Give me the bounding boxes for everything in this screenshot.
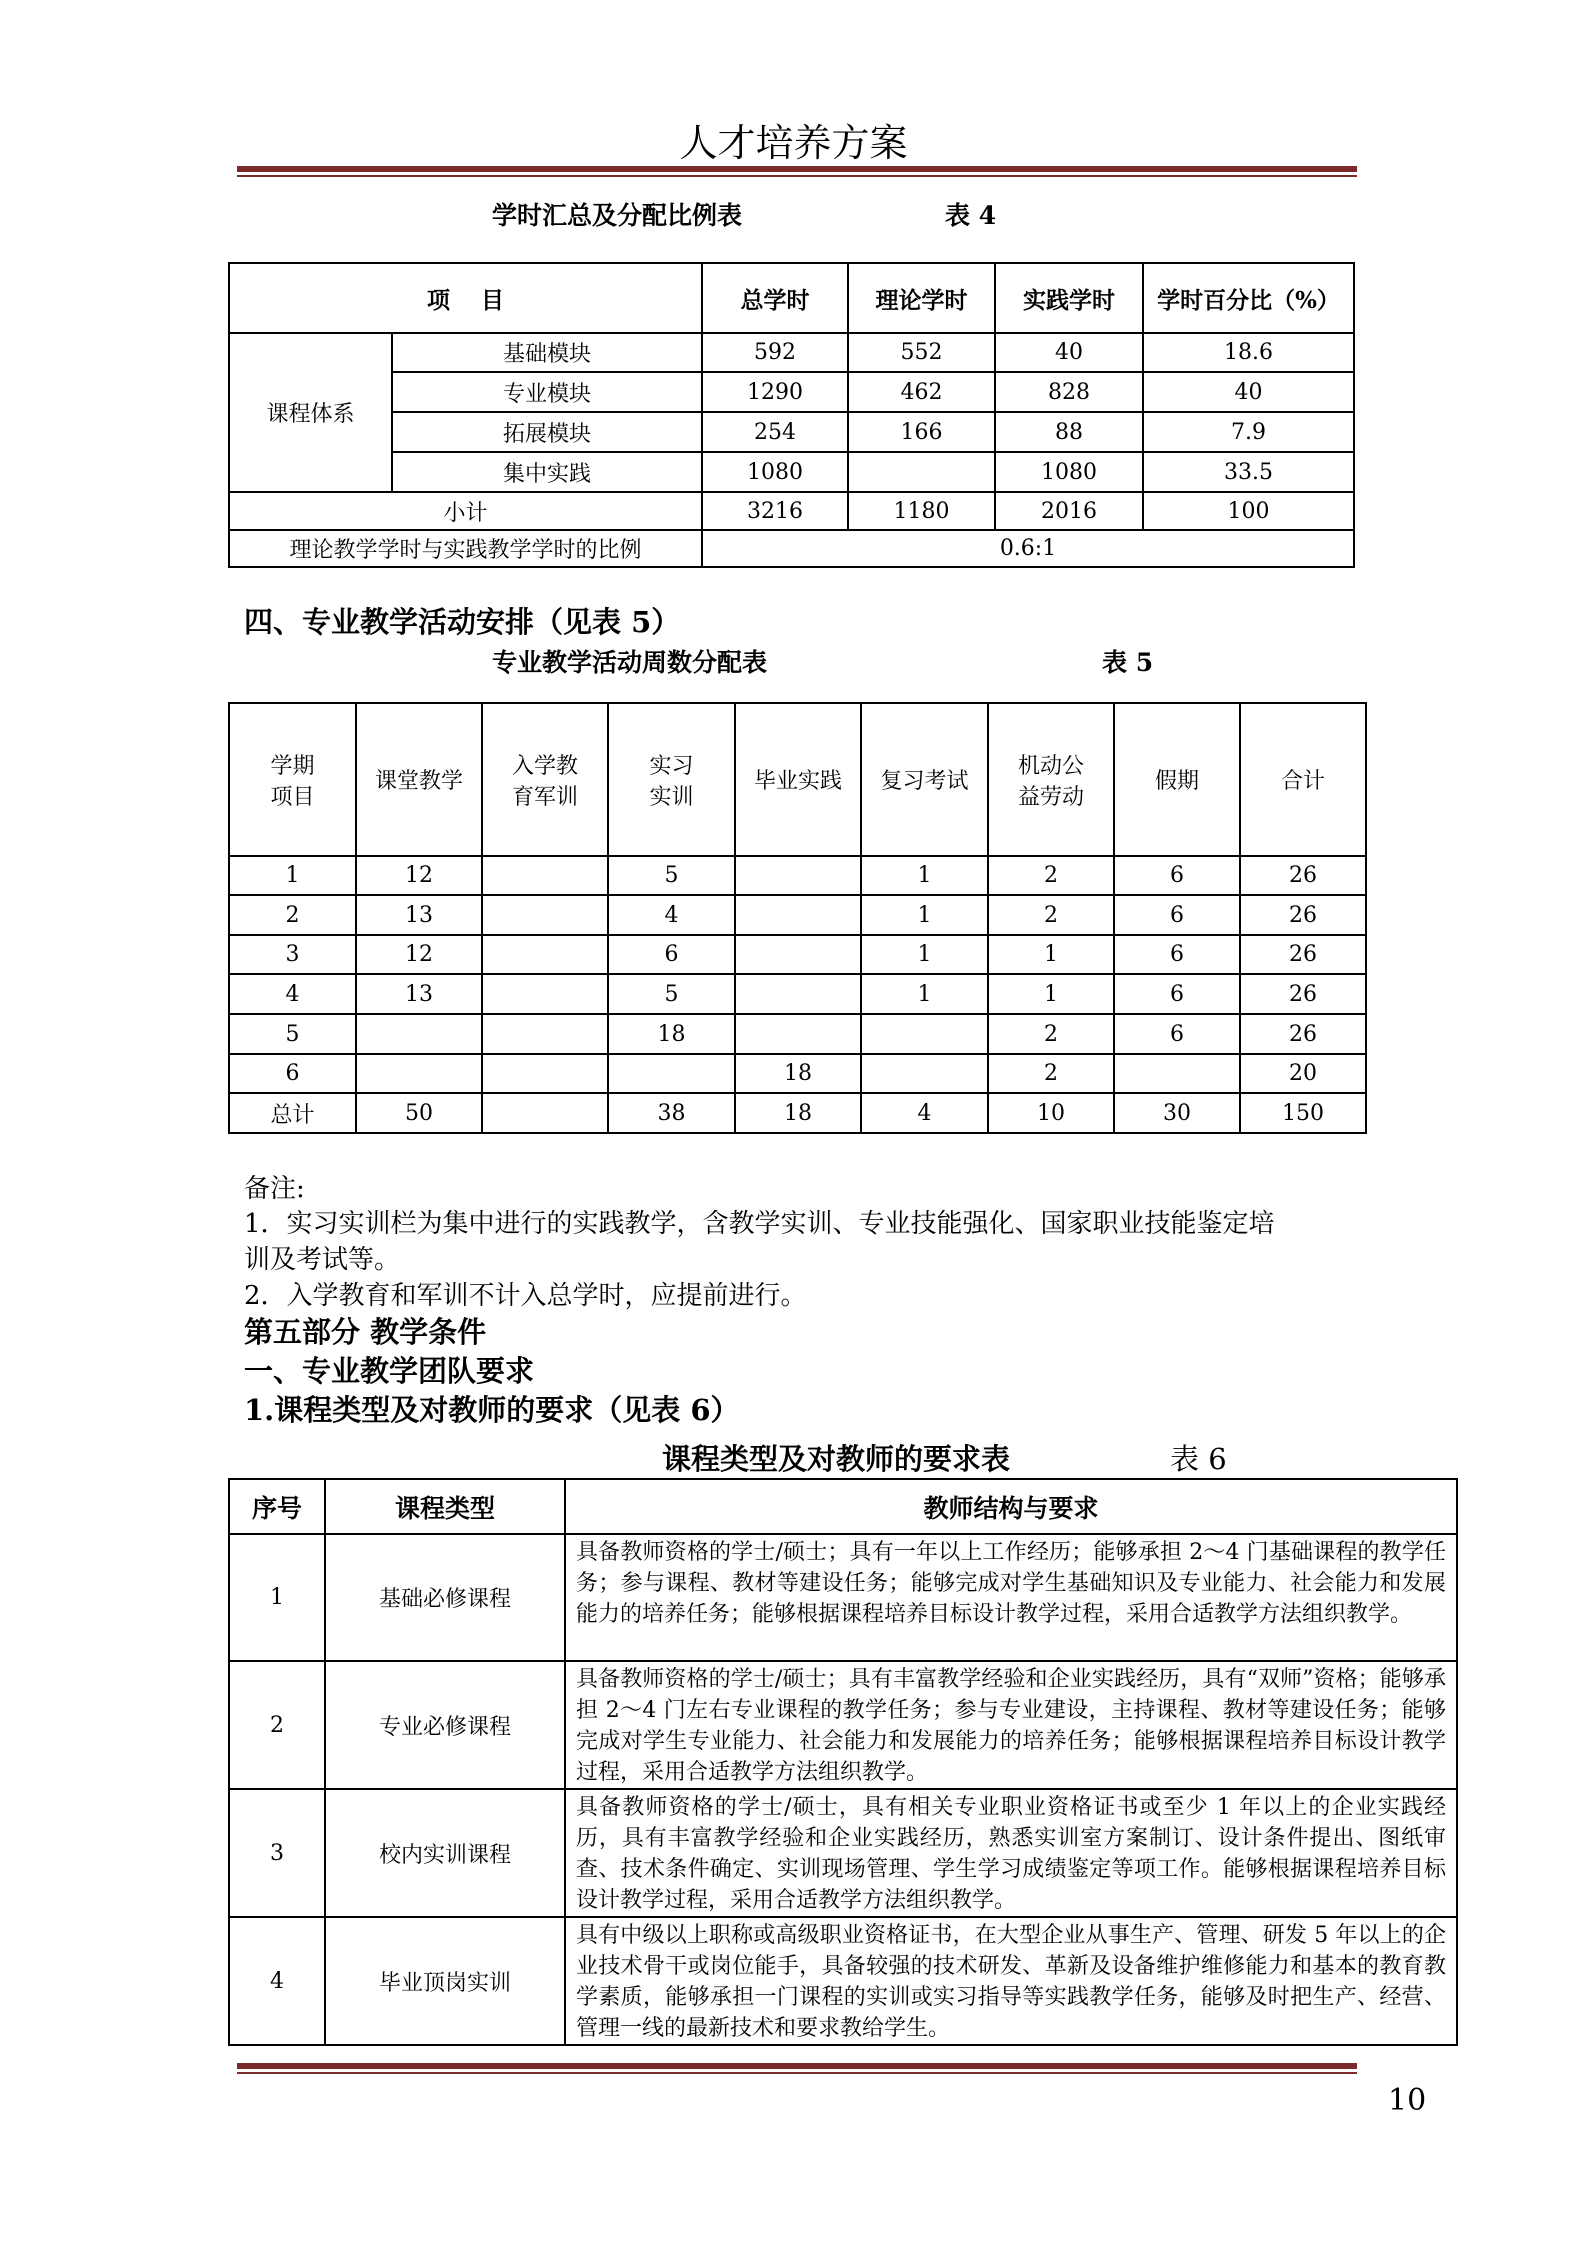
table5-cell: 2: [988, 1014, 1114, 1054]
table5-cell: 4: [861, 1093, 988, 1133]
table5-cell: 2: [988, 895, 1114, 935]
table5-cell: 10: [988, 1093, 1114, 1133]
table-row: [229, 492, 1354, 530]
table-row: [229, 452, 1354, 492]
part5-sub2: 1.课程类型及对教师的要求（见表 6）: [244, 1393, 740, 1427]
table5-cell: [735, 974, 861, 1014]
table5-header-graduation: [735, 703, 861, 856]
table-row: [229, 1917, 1457, 2045]
table5-cell: [482, 1054, 608, 1093]
table5-header-line: 课堂教学: [374, 769, 463, 794]
table5-cell: 6: [1114, 856, 1240, 895]
page-header-title: 人才培养方案: [679, 121, 908, 165]
table5-cell: [608, 1054, 735, 1093]
table5-cell: 4: [229, 974, 356, 1014]
table6-cell-req: 具备教师资格的学士/硕士；具有一年以上工作经历；能够承担 2～4 门基础课程的教学任务；参与课程、教材等建设任务；能够完成对学生基础知识及专业能力、社会能力和发展能力的培养任务；能够根据课程培养目标设计教学过程，采用合适教学方法组织教学。: [565, 1534, 1457, 1661]
table5-cell: [482, 856, 608, 895]
table4-header-theory: 理论学时: [848, 263, 995, 333]
table4-cell: 7.9: [1143, 412, 1354, 452]
table6-header-no: 序号: [229, 1479, 325, 1534]
table-row: [229, 1534, 1457, 1661]
header-rule-thin: [237, 175, 1357, 177]
table6-cell-req: 具有中级以上职称或高级职业资格证书，在大型企业从事生产、管理、研发 5 年以上的企业技术骨干或岗位能手，具备较强的技术研发、革新及设备维护维修能力和基本的教育教学素质，能够承担一门课程的实训或实习指导等实践教学任务，能够及时把生产、经营、管理一线的最新技术和要求教给学生。: [565, 1917, 1457, 2045]
notes-line: 2．入学教育和军训不计入总学时，应提前进行。: [244, 1281, 807, 1311]
table4-cell: 专业模块: [392, 372, 702, 412]
table5-header-internship: [608, 703, 735, 856]
table5-cell: 1: [229, 856, 356, 895]
table4-header-total: 总学时: [702, 263, 848, 333]
table5-header-line: 机动公: [1017, 753, 1084, 779]
section4-heading: 四、专业教学活动安排（见表 5）: [244, 605, 681, 639]
table5-cell: 6: [1114, 935, 1240, 974]
table-row: [229, 1789, 1457, 1917]
table6-header-type: 课程类型: [325, 1479, 565, 1534]
table6-cell-req: 具备教师资格的学士/硕士，具有相关专业职业资格证书或至少 1 年以上的企业实践经历，具有丰富教学经验和企业实践经历，熟悉实训室方案制订、设计条件提出、图纸审查、技术条件确定、实训现场管理、学生学习成绩鉴定等项工作。能够根据课程培养目标设计教学过程，采用合适教学方法组织教学。: [565, 1789, 1457, 1917]
table4-cell: 基础模块: [392, 333, 702, 372]
table5-cell: 18: [608, 1014, 735, 1054]
table5-cell: [482, 1014, 608, 1054]
table-row: [229, 372, 1354, 412]
table5-cell: 1: [861, 856, 988, 895]
table5-cell: 1: [861, 895, 988, 935]
table5-cell: 26: [1240, 974, 1366, 1014]
table5-cell: 1: [861, 974, 988, 1014]
table5-cell: 6: [1114, 895, 1240, 935]
table-row: [229, 1014, 1366, 1054]
table5-header-line: 学期: [270, 753, 315, 779]
table-row: [229, 1661, 1457, 1789]
table5-header-classroom: [356, 703, 482, 856]
table5-cell: 2: [988, 1054, 1114, 1093]
table-row: [229, 1054, 1366, 1093]
table5-cell: 2: [988, 856, 1114, 895]
table5-cell: 26: [1240, 895, 1366, 935]
table4-cell: 1080: [995, 452, 1143, 492]
table4-cell: 88: [995, 412, 1143, 452]
table-row: [229, 333, 1354, 372]
table5-cell: 总计: [229, 1093, 356, 1133]
table5-cell: 6: [1114, 974, 1240, 1014]
table4-cell: 33.5: [1143, 452, 1354, 492]
table4-cell: 592: [702, 333, 848, 372]
table5-cell: 1: [988, 935, 1114, 974]
table6-header-req: 教师结构与要求: [565, 1479, 1457, 1534]
table4-cell: 2016: [995, 492, 1143, 530]
table-row: [229, 935, 1366, 974]
table5-cell: 18: [735, 1093, 861, 1133]
table4-caption: 学时汇总及分配比例表: [492, 201, 743, 230]
table5-cell: 26: [1240, 1014, 1366, 1054]
table5-cell: [1114, 1054, 1240, 1093]
notes-line: 1．实习实训栏为集中进行的实践教学，含教学实训、专业技能强化、国家职业技能鉴定培: [244, 1209, 1275, 1239]
part5-sub1: 一、专业教学团队要求: [244, 1354, 535, 1388]
table4-cell: 1080: [702, 452, 848, 492]
table4-ratio-value: 0.6:1: [702, 530, 1354, 567]
table5-header-line: 复习考试: [880, 769, 969, 794]
table4-cell: 40: [1143, 372, 1354, 412]
table6-label: 表 6: [1170, 1442, 1227, 1476]
table5-cell: [735, 1014, 861, 1054]
table5-header-line: 合计: [1280, 769, 1325, 794]
table4-cell: 254: [702, 412, 848, 452]
table4: [228, 262, 1355, 568]
table5-label: 表 5: [1102, 648, 1154, 677]
table5-header-term: [229, 703, 356, 856]
table5-cell: 12: [356, 935, 482, 974]
table5-cell: 13: [356, 895, 482, 935]
table5-header-line: 益劳动: [1017, 784, 1084, 810]
table4-cell: 552: [848, 333, 995, 372]
table5-cell: 26: [1240, 935, 1366, 974]
table4-header-practice: 实践学时: [995, 263, 1143, 333]
table5-header-line: 实训: [649, 784, 694, 810]
table5-cell: [356, 1014, 482, 1054]
table5-cell: [861, 1054, 988, 1093]
table4-cell: 166: [848, 412, 995, 452]
table5-cell: 13: [356, 974, 482, 1014]
table4-header-pct: 学时百分比（%）: [1143, 263, 1354, 333]
table6-cell-no: 4: [229, 1917, 325, 2045]
table5-header-line: 毕业实践: [753, 769, 842, 794]
table6-caption: 课程类型及对教师的要求表: [662, 1442, 1011, 1476]
table5-caption: 专业教学活动周数分配表: [492, 648, 768, 677]
table6-cell-type: 校内实训课程: [325, 1789, 565, 1917]
table5-cell: 38: [608, 1093, 735, 1133]
table5-cell: [482, 895, 608, 935]
table4-cell: 462: [848, 372, 995, 412]
table6-cell-req: 具备教师资格的学士/硕士；具有丰富教学经验和企业实践经历，具有“双师”资格；能够承担 2～4 门左右专业课程的教学任务；参与专业建设，主持课程、教材等建设任务；能够完成对学生专业能力、社会能力和发展能力的培养任务；能够根据课程培养目标设计教学过程，采用合适教学方法组织教学。: [565, 1661, 1457, 1789]
table5-cell: 6: [229, 1054, 356, 1093]
table5-cell: 5: [229, 1014, 356, 1054]
table5-cell: [735, 935, 861, 974]
table5-header-line: 育军训: [511, 784, 578, 810]
table4-group-label: 课程体系: [229, 333, 392, 492]
table6-cell-no: 2: [229, 1661, 325, 1789]
table-row: [229, 974, 1366, 1014]
table5-cell: 30: [1114, 1093, 1240, 1133]
table6-cell-no: 3: [229, 1789, 325, 1917]
table4-cell: 828: [995, 372, 1143, 412]
table-row: [229, 895, 1366, 935]
table4-cell: 拓展模块: [392, 412, 702, 452]
table5-cell: 26: [1240, 856, 1366, 895]
table-row: [229, 412, 1354, 452]
table-row: [229, 530, 1354, 567]
table5-cell: 3: [229, 935, 356, 974]
table5-cell: 150: [1240, 1093, 1366, 1133]
table5-header-line: 项目: [270, 784, 315, 810]
notes-line: 训及考试等。: [244, 1245, 401, 1275]
table5-header-vacation: [1114, 703, 1240, 856]
page-number: 10: [1388, 2083, 1427, 2118]
footer-rule: [237, 2063, 1357, 2069]
table5-cell: 1: [988, 974, 1114, 1014]
table6-cell-type: 专业必修课程: [325, 1661, 565, 1789]
table4-ratio-label: 理论教学学时与实践教学学时的比例: [229, 530, 702, 567]
table5-cell: [735, 895, 861, 935]
table5-cell: 4: [608, 895, 735, 935]
table5-cell: 50: [356, 1093, 482, 1133]
table5-cell: [861, 1014, 988, 1054]
footer-rule-thin: [237, 2072, 1357, 2074]
table5: [228, 702, 1367, 1134]
table4-header-item: 项 目: [229, 263, 702, 333]
table4-cell: 集中实践: [392, 452, 702, 492]
table5-cell: [482, 1093, 608, 1133]
table5-cell: 18: [735, 1054, 861, 1093]
table6-cell-no: 1: [229, 1534, 325, 1661]
part5-heading: 第五部分 教学条件: [244, 1315, 487, 1349]
table5-cell: 6: [608, 935, 735, 974]
table5-header-line: 假期: [1154, 769, 1199, 794]
table4-subtotal-label: 小计: [229, 492, 702, 530]
table4-cell: 3216: [702, 492, 848, 530]
table-row: [229, 856, 1366, 895]
table5-header-orientation: [482, 703, 608, 856]
table-row: [229, 1093, 1366, 1133]
table5-header-line: 实习: [649, 753, 694, 779]
table5-header-line: 入学教: [511, 753, 578, 779]
table5-cell: 5: [608, 974, 735, 1014]
table5-cell: [735, 856, 861, 895]
table4-cell: 100: [1143, 492, 1354, 530]
table5-cell: [482, 974, 608, 1014]
table5-header-exam: [861, 703, 988, 856]
table6-cell-type: 毕业顶岗实训: [325, 1917, 565, 2045]
table5-cell: 12: [356, 856, 482, 895]
table5-header-labor: [988, 703, 1114, 856]
table5-cell: 2: [229, 895, 356, 935]
table5-cell: 1: [861, 935, 988, 974]
table5-cell: 6: [1114, 1014, 1240, 1054]
table5-cell: [356, 1054, 482, 1093]
table6: [228, 1478, 1458, 2046]
header-rule: [237, 166, 1357, 172]
table5-cell: 20: [1240, 1054, 1366, 1093]
table4-cell: 18.6: [1143, 333, 1354, 372]
table4-cell: 1180: [848, 492, 995, 530]
table5-cell: 5: [608, 856, 735, 895]
table4-label: 表 4: [945, 201, 997, 230]
table6-cell-type: 基础必修课程: [325, 1534, 565, 1661]
table5-header-total: [1240, 703, 1366, 856]
notes-title: 备注:: [244, 1174, 305, 1204]
table4-cell: 40: [995, 333, 1143, 372]
table5-cell: [482, 935, 608, 974]
table4-cell: 1290: [702, 372, 848, 412]
table4-cell: [848, 452, 995, 492]
